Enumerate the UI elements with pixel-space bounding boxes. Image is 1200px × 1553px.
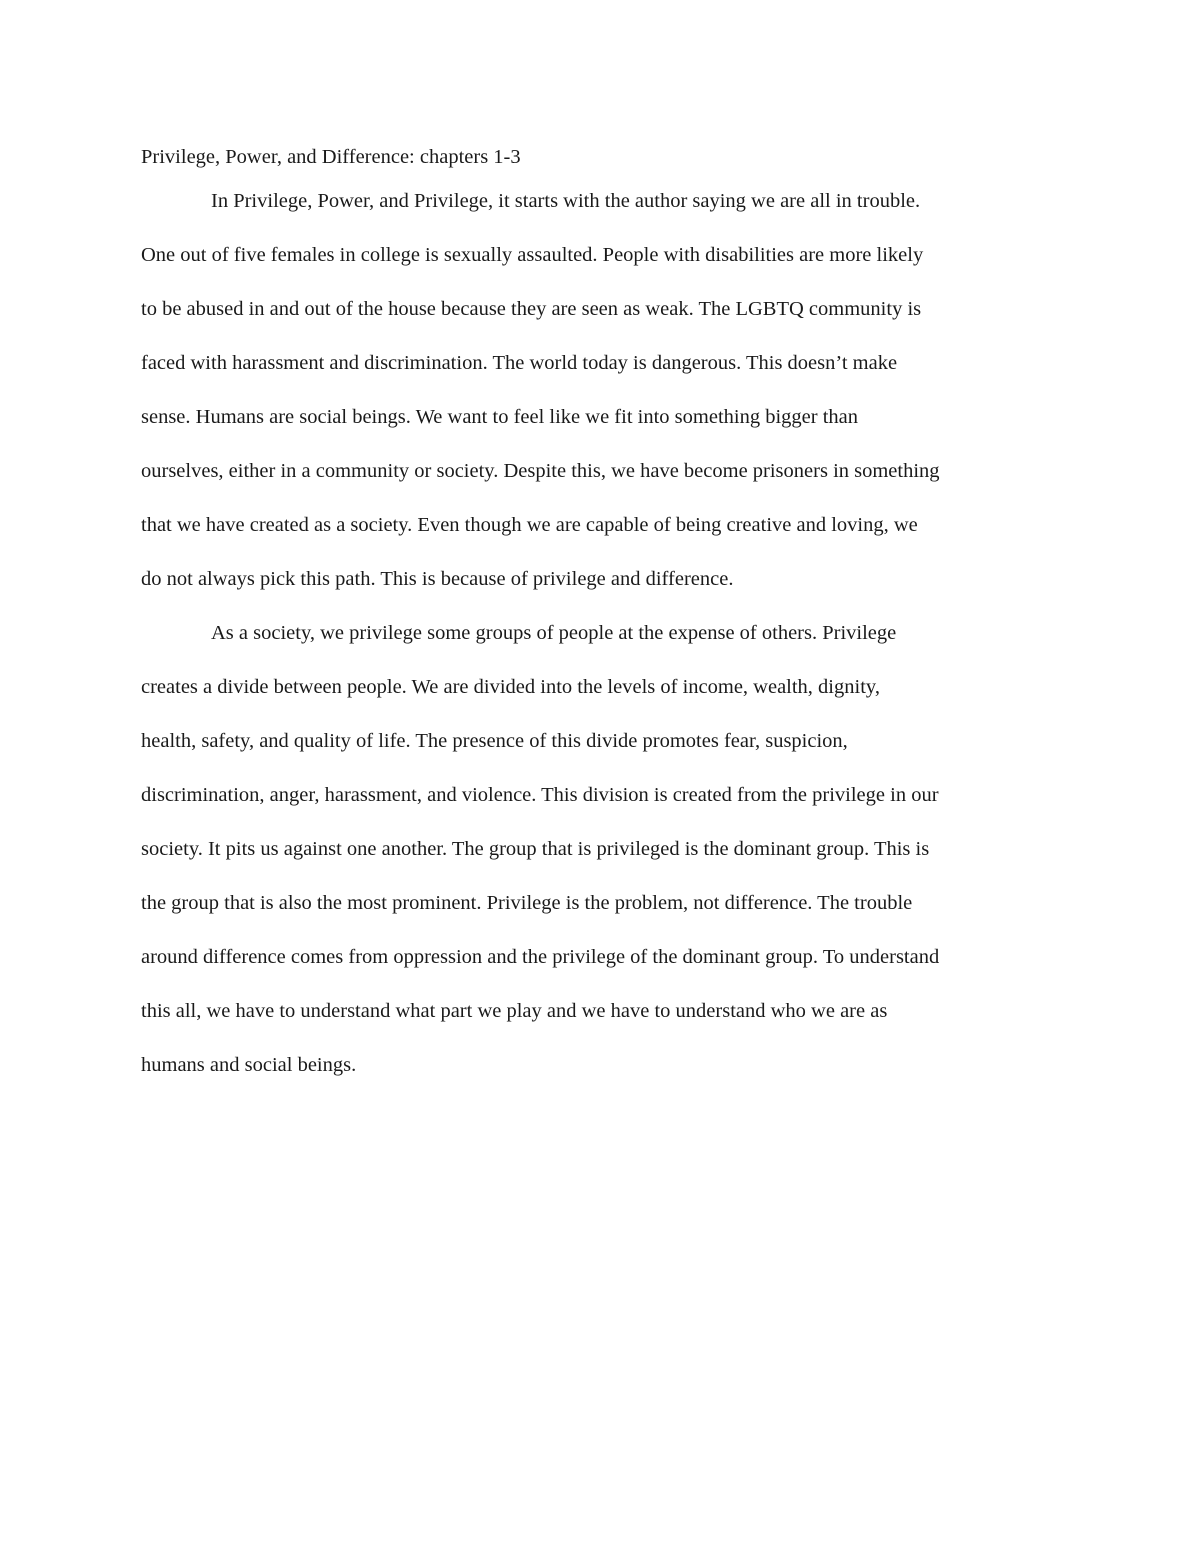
text-line: around difference comes from oppression and the privilege of the dominant group. To understand	[141, 946, 940, 968]
text-line: creates a divide between people. We are divided into the levels of income, wealth, dignity,	[141, 676, 880, 698]
text-line: humans and social beings.	[141, 1054, 357, 1076]
document-title: Privilege, Power, and Difference: chapters 1-3	[141, 146, 521, 168]
text-line: In Privilege, Power, and Privilege, it starts with the author saying we are all in trouble.	[211, 190, 921, 212]
text-line: One out of five females in college is sexually assaulted. People with disabilities are more likely	[141, 244, 924, 266]
text-line: to be abused in and out of the house because they are seen as weak. The LGBTQ community is	[141, 298, 922, 320]
text-line: the group that is also the most prominent. Privilege is the problem, not difference. The trouble	[141, 892, 913, 914]
text-line: society. It pits us against one another. The group that is privileged is the dominant group. This is	[141, 838, 930, 860]
text-line: As a society, we privilege some groups of people at the expense of others. Privilege	[211, 622, 897, 644]
text-line: ourselves, either in a community or society. Despite this, we have become prisoners in something	[141, 460, 940, 482]
text-line: discrimination, anger, harassment, and violence. This division is created from the privilege in our	[141, 784, 939, 806]
text-line: this all, we have to understand what part we play and we have to understand who we are as	[141, 1000, 888, 1022]
paragraph-2	[141, 606, 1061, 1092]
text-line: health, safety, and quality of life. The presence of this divide promotes fear, suspicion,	[141, 730, 848, 752]
text-line: sense. Humans are social beings. We want to feel like we fit into something bigger than	[141, 406, 858, 428]
text-line: that we have created as a society. Even though we are capable of being creative and loving, we	[141, 514, 918, 536]
document-body	[141, 138, 1061, 1092]
paragraph-1	[141, 174, 1061, 606]
text-line: do not always pick this path. This is because of privilege and difference.	[141, 568, 734, 590]
text-line: faced with harassment and discrimination. The world today is dangerous. This doesn’t make	[141, 352, 898, 374]
